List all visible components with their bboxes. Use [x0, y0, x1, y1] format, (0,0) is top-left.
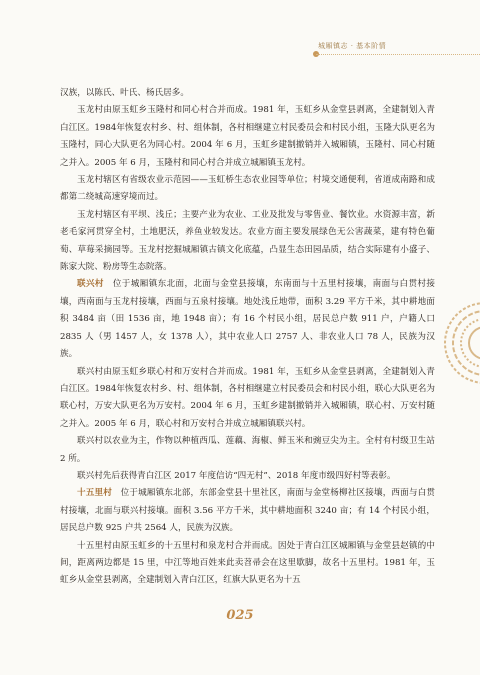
- page-number: 025: [226, 608, 254, 623]
- paragraph: 联兴村先后获得青白江区 2017 年度信访“四无村”、2018 年度市级四好村等表彰。: [77, 470, 396, 481]
- paragraph: 联兴村 位于城厢镇东北面，北面与金堂县接壤，东南面与十五里村接壤，南面与白贯村接壤，西南面与玉龙村接壤，西面与五泉村接壤。地处浅丘地带，面积 3.29 平方千米，其中耕地面积 3484 亩（田 1536 亩，地 1948 亩）；有 16 个村民小组，居民总户数 911 户，户籍人口 2835 人（男 1457 人，女 1378 人），其中农业人口 2757 人、非农业人口 78 人，民族为汉族。: [60, 279, 435, 360]
- running-header-title: 城厢镇志 · 基本阶情: [318, 42, 387, 50]
- paragraph: 联兴村由原玉虹乡联心村和万安村合并而成。1981 年，玉虹乡从金堂县剥离，全建制划入青白江区。1984年恢复农村乡、村、组体制，各村相继建立村民委员会和村民小组，联心大队更名为联心村，万安大队更名为万安村。2004 年 6 月，玉虹乡建制撤销并入城厢镇，联心村、万安村随之并入。2005 年 6 月，联心村和万安村合并成立城厢镇联兴村。: [60, 366, 435, 429]
- paragraph: 十五里村 位于城厢镇东北部，东部金堂县十里社区，南面与金堂杨柳社区接壤，西面与白贯村接壤，北面与联兴村接壤。面积 3.56 平方千米，其中耕地面积 3240 亩；有 14 个村民小组，居民总户数 925 户共 2564 人，民族为汉族。: [60, 488, 435, 534]
- paragraph: 汉族，以陈氏、叶氏、杨氏居多。: [60, 88, 189, 98]
- entry-keyword: 联兴村: [77, 279, 104, 290]
- entry-keyword: 十五里村: [77, 488, 112, 499]
- running-header: [316, 41, 480, 61]
- paragraph: 玉龙村由原玉虹乡玉隆村和同心村合并而成。1981 年，玉虹乡从金堂县剥离，全建制划入青白江区。1984年恢复农村乡、村、组体制，各村相继建立村民委员会和村民小组，玉隆大队更名为玉隆村，同心大队更名为同心村。2004 年 6 月，玉虹乡建制撤销并入城厢镇，玉隆村、同心村随之并入。2005 年 6 月，玉隆村和同心村合并成立城厢镇玉龙村。: [60, 105, 435, 168]
- decorative-ring-ornament-icon: [440, 298, 480, 388]
- paragraph: 联兴村以农业为主，作物以种植西瓜、莲藕、海椒、鲜玉米和豌豆尖为主。全村有村级卫生站 2 所。: [60, 436, 435, 464]
- paragraph: 玉龙村辖区有平坝、浅丘；主要产业为农业、工业及批发与零售业、餐饮业。水资源丰富，新老毛家河贯穿全村，土地肥沃，养鱼业较发达。农业方面主要发展绿色无公害蔬菜，建有特色葡萄、草莓采摘园等。玉龙村挖掘城厢镇古镇文化底蕴，凸显生态田园品质，结合实际建有小盛子、陈家大院、粉房等生态院落。: [60, 209, 435, 273]
- paragraph: 玉龙村辖区有省级农业示范园——玉虹桥生态农业园等单位；村境交通便利，省道成南路和成都第二绕城高速穿境而过。: [60, 175, 435, 203]
- header-divider: [316, 54, 480, 55]
- paragraph: 十五里村由原玉虹乡的十五里村和泉龙村合并而成。因处于青白江区城厢镇与金堂县赵镇的中间，距离两边都是 15 里，中江等地百姓来此卖苕帚会在这里歇脚，故名十五里村。1981 年，玉虹乡从金堂县剥离，全建制划入青白江区，红旗大队更名为十五: [60, 540, 435, 586]
- body-text: [60, 85, 435, 590]
